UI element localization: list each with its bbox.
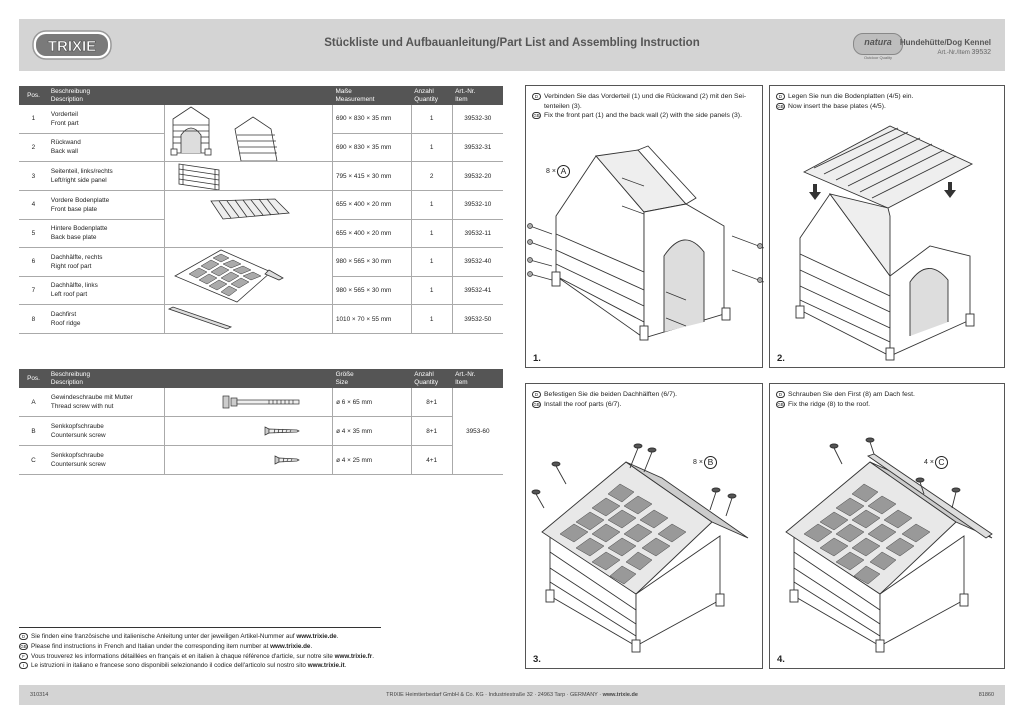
thread-screw-icon <box>165 388 333 417</box>
language-notes: D Sie finden eine französische und italienische Anleitung unter der jeweiligen Artikel-Nummer auf www.trixie.de. GB Please find instructions in French and Italian under the corresponding item number at www.trixie.de. F Vous trouverez les informations détaillées en français et en italien à chaque référence d'article, sur notre site www.trixie.fr. I Le istruzioni in italiano e francese sono disponibili selezionando il codice dell'articolo sul nostro sito www.trixie.it. <box>20 633 374 670</box>
step-1-screw-quantity: 8 × A <box>546 165 570 178</box>
flag-i-icon: I <box>19 662 28 669</box>
screws-article-number: 3953-60 <box>452 388 503 475</box>
footer-address: TRIXIE Heimtierbedarf GmbH & Co. KG · Industriestraße 32 · 24963 Tarp · GERMANY · www.trixie.de <box>386 692 638 698</box>
product-article: Art.-Nr./Item 39532 <box>937 49 991 56</box>
flag-de-icon: D <box>19 633 28 640</box>
table-row: 8 Dachfirst Roof ridge 1010 × 70 × 55 mm 1 39532-50 <box>19 305 503 334</box>
parts-table-header <box>19 86 503 105</box>
step-3-panel <box>525 383 763 669</box>
flag-gb-icon: GB <box>533 113 540 118</box>
flag-gb-icon: GB <box>777 103 784 109</box>
product-name: Hundehütte/Dog Kennel <box>899 38 991 47</box>
table-row: 3 Seitenteil, links/rechts Left/right side panel 795 × 415 × 30 mm 2 39532-20 <box>19 162 503 191</box>
step-4-instructions: D Schrauben Sie den First (8) am Dach fest. GB Fix the ridge (8) to the roof. <box>777 391 915 408</box>
flag-gb-icon: GB <box>777 401 784 407</box>
table-row: 1 Vorderteil Front part 690 × 830 × 35 mm 1 39532-30 <box>19 105 503 133</box>
footer-bar <box>19 685 1005 705</box>
table-row: 5 Hintere Bodenplatte Back base plate 655 × 400 × 20 mm 1 39532-11 <box>19 219 503 248</box>
screws-table-header <box>19 369 503 388</box>
header-image <box>165 369 333 388</box>
trixie-it-link[interactable]: www.trixie.it <box>307 662 345 670</box>
step-4-kennel-drawing <box>770 384 1006 670</box>
table-row: 4 Vordere Bodenplatte Front base plate 655 × 400 × 20 mm 1 39532-10 <box>19 191 503 220</box>
step-2-kennel-drawing <box>770 86 1006 369</box>
step-1-instructions: D Verbinden Sie das Vorderteil (1) und die Rückwand (2) mit den Sei- tenteilen (3). GB Fix the front part (1) and the back wall (2) with the side panels (3). <box>533 93 747 119</box>
table-row: B Senkkopfschraube Countersunk screw ø 4 × 35 mm 8+1 <box>19 417 503 446</box>
header-measurement: Maße Measurement <box>332 86 411 105</box>
footer-code-left: 310314 <box>30 692 49 698</box>
footer-link[interactable]: www.trixie.de <box>602 692 638 698</box>
document-title: Stückliste und Aufbauanleitung/Part List and Assembling Instruction <box>324 37 700 49</box>
header-item: Art.-Nr. Item <box>452 86 503 105</box>
header-quantity: Anzahl Quantity <box>411 86 452 105</box>
natura-logo: natura <box>853 33 903 55</box>
step-3-kennel-drawing <box>526 384 764 670</box>
flag-de-icon: D <box>776 93 785 100</box>
header-image <box>164 86 332 105</box>
step-3-instructions: D Befestigen Sie die beiden Dachhälften (6/7). GB Install the roof parts (6/7). <box>533 391 678 408</box>
flag-de-icon: D <box>776 391 785 398</box>
header-item: Art.-Nr. Item <box>452 369 503 388</box>
trixie-link[interactable]: www.trixie.de <box>296 633 337 640</box>
header-pos: Pos. <box>19 369 48 388</box>
parts-table <box>19 86 503 334</box>
side-panel-drawing <box>164 162 332 191</box>
footer-divider <box>19 627 381 628</box>
table-row: A Gewindeschraube mit Mutter Thread screw with nut ø 6 × 65 mm 8+1 3953-60 <box>19 388 503 417</box>
table-row: 2 Rückwand Back wall 690 × 830 × 35 mm 1 39532-31 <box>19 133 503 161</box>
trixie-link[interactable]: www.trixie.de <box>270 642 311 650</box>
step-4-screw-quantity: 4 × C <box>924 456 948 469</box>
step-4-number: 4. <box>777 654 785 665</box>
step-3-screw-quantity: 8 × B <box>693 456 717 469</box>
flag-gb-icon: GB <box>533 401 540 407</box>
step-2-number: 2. <box>777 353 785 364</box>
base-plate-drawing <box>164 191 332 248</box>
header-quantity: Anzahl Quantity <box>411 369 452 388</box>
countersunk-screw-25-icon <box>165 446 333 475</box>
natura-subtitle: Outdoor Quality <box>863 55 892 60</box>
step-2-instructions: D Legen Sie nun die Bodenplatten (4/5) ein. GB Now insert the base plates (4/5). <box>777 93 914 110</box>
step-1-panel <box>525 85 763 368</box>
svg-text:TRIXIE: TRIXIE <box>47 38 97 55</box>
header-pos: Pos. <box>19 86 48 105</box>
flag-f-icon: F <box>19 653 28 660</box>
footer-code-right: 81860 <box>978 692 994 698</box>
table-row: 6 Dachhälfte, rechts Right roof part 980 × 565 × 30 mm 1 39532-40 <box>19 248 503 277</box>
countersunk-screw-35-icon <box>165 417 333 446</box>
screw-c-icon: C <box>935 456 948 469</box>
trixie-fr-link[interactable]: www.trixie.fr <box>334 652 373 660</box>
roof-part-drawing <box>164 248 332 305</box>
step-3-number: 3. <box>533 654 541 665</box>
flag-de-icon: D <box>532 391 541 398</box>
header-bar <box>19 19 1005 71</box>
table-row: 7 Dachhälfte, links Left roof part 980 × 565 × 30 mm 1 39532-41 <box>19 276 503 305</box>
step-2-panel <box>769 85 1005 368</box>
flag-de-icon: D <box>532 93 541 100</box>
step-1-kennel-drawing <box>526 86 764 369</box>
screw-a-icon: A <box>557 165 570 178</box>
flag-gb-icon: GB <box>20 643 27 649</box>
step-1-number: 1. <box>533 353 541 364</box>
screws-table <box>19 369 503 475</box>
header-desc: Beschreibung Description <box>48 86 165 105</box>
table-row: C Senkkopfschraube Countersunk screw ø 4 × 25 mm 4+1 <box>19 446 503 475</box>
header-size: Größe Size <box>333 369 412 388</box>
header-desc: Beschreibung Description <box>48 369 165 388</box>
roof-ridge-drawing <box>164 305 332 334</box>
front-back-wall-drawing <box>164 105 332 162</box>
screw-b-icon: B <box>704 456 717 469</box>
step-4-panel <box>769 383 1005 669</box>
